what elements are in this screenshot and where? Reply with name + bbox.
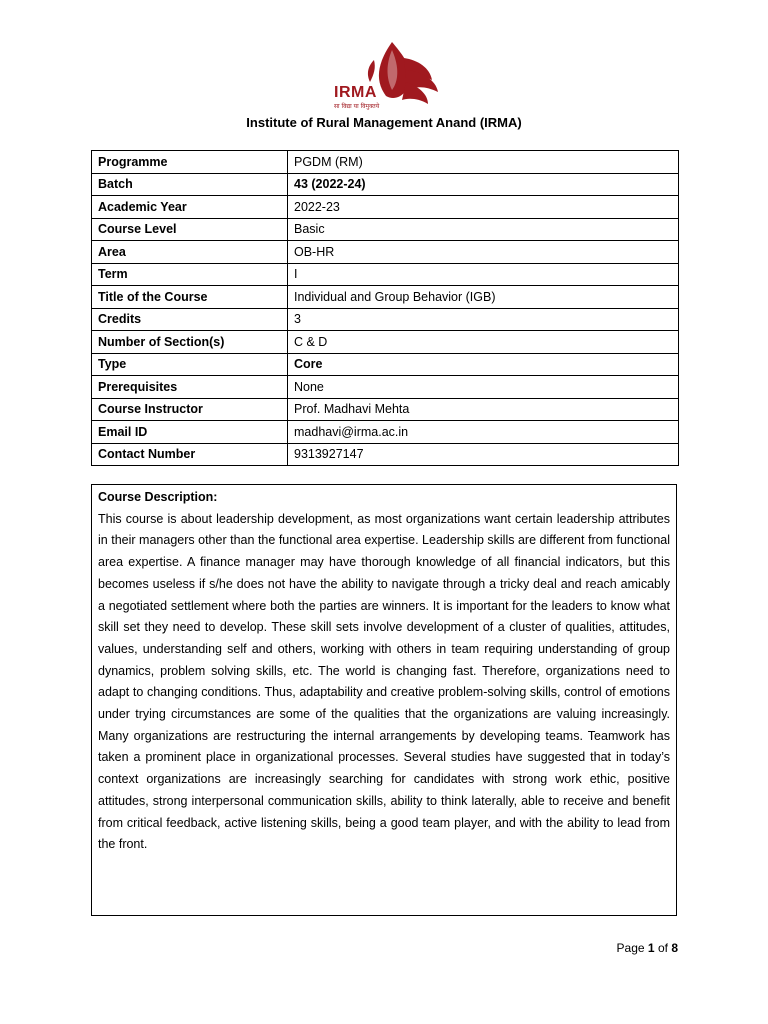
of-word: of <box>657 941 668 955</box>
field-value: 43 (2022-24) <box>288 173 679 196</box>
field-label: Type <box>92 353 288 376</box>
field-label: Term <box>92 263 288 286</box>
table-row <box>92 398 679 421</box>
field-value: Core <box>288 353 679 376</box>
field-value: Individual and Group Behavior (IGB) <box>288 286 679 309</box>
field-value: OB-HR <box>288 241 679 264</box>
table-row <box>92 421 679 444</box>
institute-title: Institute of Rural Management Anand (IRMA) <box>246 115 522 130</box>
table-row <box>92 308 679 331</box>
field-label: Academic Year <box>92 196 288 219</box>
table-row <box>92 241 679 264</box>
field-value: I <box>288 263 679 286</box>
field-value: 9313927147 <box>288 443 679 466</box>
table-row <box>92 218 679 241</box>
table-row <box>92 443 679 466</box>
course-description-heading: Course Description: <box>98 490 218 504</box>
field-label: Course Level <box>92 218 288 241</box>
field-value: 2022-23 <box>288 196 679 219</box>
page-number <box>617 941 678 955</box>
table-row <box>92 196 679 219</box>
field-label: Programme <box>92 151 288 174</box>
field-label: Title of the Course <box>92 286 288 309</box>
page-word: Page <box>616 941 645 955</box>
table-row <box>92 353 679 376</box>
field-value: Basic <box>288 218 679 241</box>
field-value: Prof. Madhavi Mehta <box>288 398 679 421</box>
field-label: Area <box>92 241 288 264</box>
field-label: Prerequisites <box>92 376 288 399</box>
table-row <box>92 173 679 196</box>
table-row <box>92 151 679 174</box>
table-row <box>92 263 679 286</box>
course-info-table <box>91 150 679 466</box>
field-label: Course Instructor <box>92 398 288 421</box>
logo-wordmark: IRMA <box>334 84 377 101</box>
field-value: madhavi@irma.ac.in <box>288 421 679 444</box>
logo-tagline: सा विद्या या विमुक्तये <box>334 103 380 110</box>
field-label: Number of Section(s) <box>92 331 288 354</box>
field-label: Contact Number <box>92 443 288 466</box>
current-page: 1 <box>647 941 655 955</box>
field-label: Email ID <box>92 421 288 444</box>
course-description-box <box>91 484 677 916</box>
total-pages: 8 <box>671 941 678 955</box>
irma-logo <box>334 40 444 112</box>
field-value: PGDM (RM) <box>288 151 679 174</box>
table-row <box>92 376 679 399</box>
field-value: C & D <box>288 331 679 354</box>
course-description-text: This course is about leadership development, as most organizations want certain leadership attributes in their managers other than the functional area expertise. Leadership skills are different from functional area expertise. A finance manager may have thorough knowledge of all financial indicators, but this becomes useless if s/he does not have the ability to navigate through a tricky deal and reach amicably a negotiated settlement where both the parties are winners. It is important for the leaders to know what skill set they need to develop. These skill sets involve development of a cluster of qualities, attitudes, values, understanding self and others, working with others in team requiring understanding of group dynamics, problem solving skills, etc. The world is changing fast. Therefore, organizations need to adapt to changing conditions. Thus, adaptability and creative problem-solving skills, control of emotions under trying circumstances are some of the qualities that the organizations are valuing increasingly. Many organizations are restructuring the internal arrangements by developing teams. Teamwork has taken a prominent place in organizational processes. Several studies have suggested that in today’s context organizations are increasingly searching for candidates with strong work ethic, positive attitudes, strong interpersonal communication skills, ability to think laterally, able to receive and benefit from critical feedback, active listening skills, being a good team player, and with the ability to lead from the front. <box>98 511 670 852</box>
field-label: Batch <box>92 173 288 196</box>
table-row <box>92 331 679 354</box>
table-row <box>92 286 679 309</box>
field-label: Credits <box>92 308 288 331</box>
field-value: None <box>288 376 679 399</box>
field-value: 3 <box>288 308 679 331</box>
